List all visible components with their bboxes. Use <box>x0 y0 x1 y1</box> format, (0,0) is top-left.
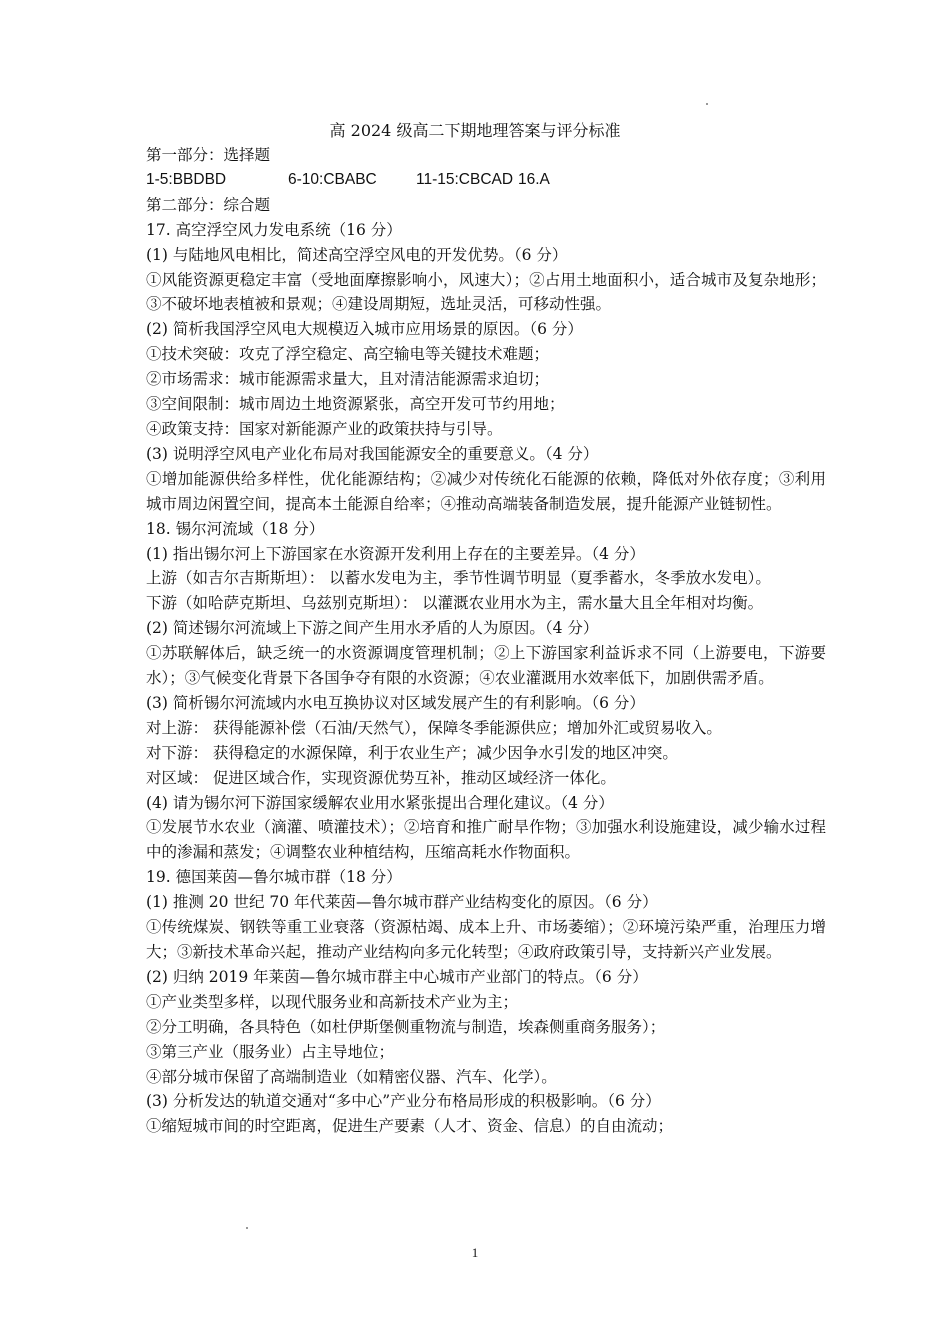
q17-1-answer: ①风能资源更稳定丰富（受地面摩擦影响小，风速大）；②占用土地面积小，适合城市及复杂地形；③不破坏地表植被和景观；④建设周期短，选址灵活，可移动性强。 <box>146 270 826 314</box>
q17-1-question: (1) 与陆地风电相比，简述高空浮空风电的开发优势。（6 分） <box>146 245 568 264</box>
q18-3-answer-downstream: 对下游： 获得稳定的水源保障，利于农业生产；减少因争水引发的地区冲突。 <box>146 743 678 762</box>
speck-mark <box>706 103 708 105</box>
answer-group-1: 1-5:BBDBD <box>146 170 227 188</box>
q18-heading: 18. 锡尔河流域（18 分） <box>146 519 325 538</box>
q19-1-question: (1) 推测 20 世纪 70 年代莱茵—鲁尔城市群产业结构变化的原因。（6 分） <box>146 893 658 912</box>
part2-heading: 第二部分：综合题 <box>146 195 271 214</box>
q19-2-answer-2: ②分工明确，各具特色（如杜伊斯堡侧重物流与制造，埃森侧重商务服务）； <box>146 1017 666 1036</box>
q18-2-answer: ①苏联解体后，缺乏统一的水资源调度管理机制；②上下游国家利益诉求不同（上游要电，下游要水）；③气候变化背景下各国争夺有限的水资源；④农业灌溉用水效率低下，加剧供需矛盾。 <box>146 644 826 688</box>
answer-group-2: 6-10:CBABC <box>288 170 377 188</box>
q19-3-question: (3) 分析发达的轨道交通对“多中心”产业分布格局形成的积极影响。（6 分） <box>146 1092 661 1111</box>
answer-group-3: 11-15:CBCAD <box>416 170 514 188</box>
speck-mark <box>246 1227 248 1229</box>
q18-1-question: (1) 指出锡尔河上下游国家在水资源开发利用上存在的主要差异。（4 分） <box>146 544 645 563</box>
q17-2-answer-1: ①技术突破：攻克了浮空稳定、高空输电等关键技术难题； <box>146 345 550 364</box>
part1-heading: 第一部分：选择题 <box>146 146 271 164</box>
q18-3-answer-region: 对区域： 促进区域合作，实现资源优势互补，推动区域经济一体化。 <box>146 768 616 787</box>
q18-4-question: (4) 请为锡尔河下游国家缓解农业用水紧张提出合理化建议。（4 分） <box>146 793 614 812</box>
page-number: 1 <box>471 1245 479 1260</box>
choice-answers-row <box>146 168 826 193</box>
q17-2-answer-3: ③空间限制：城市周边土地资源紧张，高空开发可节约用地； <box>146 395 565 414</box>
q17-heading: 17. 高空浮空风力发电系统（16 分） <box>146 220 402 239</box>
q19-2-answer-4: ④部分城市保留了高端制造业（如精密仪器、汽车、化学）。 <box>146 1067 557 1086</box>
q18-1-answer-upstream: 上游（如吉尔吉斯斯坦）： 以蓄水发电为主，季节性调节明显（夏季蓄水，冬季放水发电）。 <box>146 569 771 588</box>
q19-3-answer-1: ①缩短城市间的时空距离，促进生产要素（人才、资金、信息）的自由流动； <box>146 1117 674 1136</box>
q19-2-answer-1: ①产业类型多样，以现代服务业和高新技术产业为主； <box>146 992 519 1011</box>
q17-3-answer: ①增加能源供给多样性，优化能源结构；②减少对传统化石能源的依赖，降低对外依存度；③利用城市周边闲置空间，提高本土能源自给率；④推动高端装备制造发展，提升能源产业链韧性。 <box>146 469 826 513</box>
document-title: 高 2024 级高二下期地理答案与评分标准 <box>329 121 621 140</box>
q18-1-answer-downstream: 下游（如哈萨克斯坦、乌兹别克斯坦）： 以灌溉农业用水为主，需水量大且全年相对均衡。 <box>146 594 764 613</box>
q19-1-answer: ①传统煤炭、钢铁等重工业衰落（资源枯竭、成本上升、市场萎缩）；②环境污染严重，治理压力增大；③新技术革命兴起，推动产业结构向多元化转型；④政府政策引导，支持新兴产业发展。 <box>146 918 826 961</box>
q17-2-question: (2) 简析我国浮空风电大规模迈入城市应用场景的原因。（6 分） <box>146 320 583 339</box>
q19-2-question: (2) 归纳 2019 年莱茵—鲁尔城市群主中心城市产业部门的特点。（6 分） <box>146 967 648 986</box>
q19-2-answer-3: ③第三产业（服务业）占主导地位； <box>146 1042 395 1061</box>
q17-3-question: (3) 说明浮空风电产业化布局对我国能源安全的重要意义。（4 分） <box>146 444 599 463</box>
q18-3-answer-upstream: 对上游： 获得能源补偿（石油/天然气），保障冬季能源供应；增加外汇或贸易收入。 <box>146 718 722 737</box>
document-body <box>146 143 826 1139</box>
answer-group-4: 16.A <box>518 170 550 188</box>
q17-2-answer-4: ④政策支持：国家对新能源产业的政策扶持与引导。 <box>146 419 503 438</box>
q18-2-question: (2) 简述锡尔河流域上下游之间产生用水矛盾的人为原因。（4 分） <box>146 619 599 638</box>
q18-4-answer: ①发展节水农业（滴灌、喷灌技术）；②培育和推广耐旱作物；③加强水利设施建设，减少输水过程中的渗漏和蒸发；④调整农业种植结构，压缩高耗水作物面积。 <box>146 818 826 862</box>
q19-heading: 19. 德国莱茵—鲁尔城市群（18 分） <box>146 868 402 887</box>
q17-2-answer-2: ②市场需求：城市能源需求量大，且对清洁能源需求迫切； <box>146 370 550 389</box>
q18-3-question: (3) 简析锡尔河流域内水电互换协议对区域发展产生的有利影响。（6 分） <box>146 693 645 712</box>
